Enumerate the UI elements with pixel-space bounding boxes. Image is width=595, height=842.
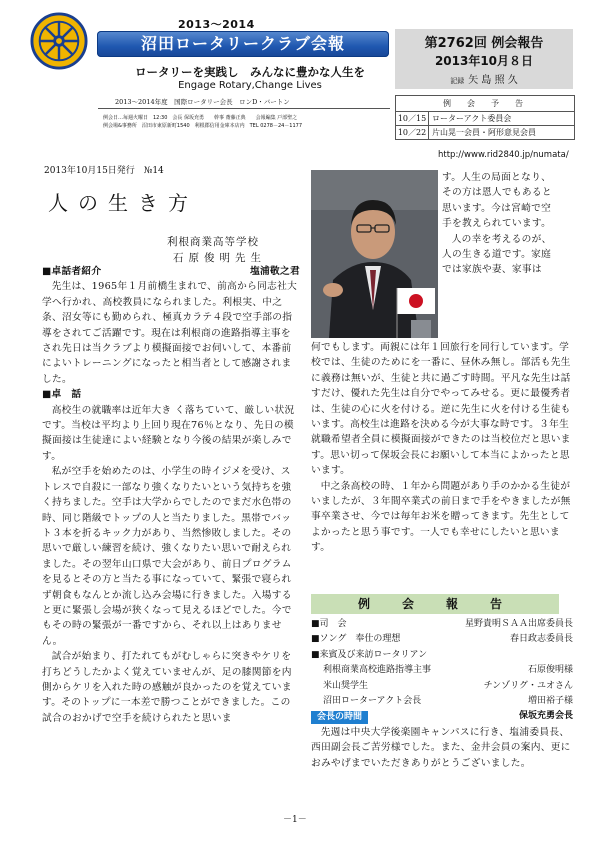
president-time-heading bbox=[311, 709, 573, 724]
continued-paragraph: す。人生の局面となり、その方は恩人でもあると思います。今は宮崎で空手を教えられています。 bbox=[442, 172, 552, 230]
website-link[interactable]: http://www.rid2840.jp/numata/ bbox=[438, 150, 569, 160]
article-body-right bbox=[311, 340, 571, 556]
schedule-row bbox=[396, 112, 574, 126]
report-number: 第2762回 例会報告 bbox=[424, 36, 544, 51]
guest-role: 米山奨学生 bbox=[323, 680, 369, 691]
intro-author: 塩浦敬之君 bbox=[250, 266, 300, 277]
meeting-row bbox=[311, 648, 573, 663]
recorder bbox=[395, 71, 573, 86]
slogan-english: Engage Rotary,Change Lives bbox=[178, 80, 322, 91]
guest-name: 石原俊明様 bbox=[527, 665, 573, 676]
article-body-left bbox=[42, 264, 300, 726]
term-years: 2013～2014 bbox=[178, 18, 255, 31]
recorder-label: 記録 bbox=[450, 77, 465, 85]
rotary-wheel-icon bbox=[30, 12, 88, 70]
article-body-right-narrow bbox=[442, 170, 557, 278]
talk-paragraph-3: 試合が始まり、打たれてもがむしゃらに突きやケリを打ちどうしたかよく覚えていませんが、足の膝関節を内側からケリを入れた時の感触が良かったのを覚えています。そのトップに一本差で勝つことができました。この試合のおかげで空手を続けられたと思いま bbox=[42, 651, 292, 724]
slogan-japanese: ロータリーを実践し みんなに豊かな人生を bbox=[135, 65, 365, 79]
talk-paragraph-5: 何でもします。両親には年１回旅行を同行しています。学校では、生徒のためにを一番に、昼休み無し。部活も先生に義務は無いが、生徒と共に過ごす時間。平凡な先生は話すだけ、優れた先生は自分でやってみせる。更に最優秀者は、生徒の心に火を付ける。逆に先生に火を付ける生徒もいます。高校生は進路を決める今が大事な時です。３年生就職希望者全員に模擬面接ができたのは当校位だと思います。思い切って保坂会長にお願いして本当によかったと思います。 bbox=[311, 342, 571, 477]
talk-heading-label: ■卓 話 bbox=[42, 389, 82, 401]
talk-paragraph-2: 私が空手を始めたのは、小学生の時イジメを受け、ストレスで自殺に一部なり強くなりたいという気持ちを強く持ちました。空手は大学からでしたのでまだ水色帯の時、同じ階級でトップの人と当たりました。黒帯でバット３本を折るキック力があり、当然惨敗しました。その思いで厳しい練習を続け、強くなりたい思いで耐えられました。その翌年山口県で大会があり、前日プログラムを見るとその方と当たる事になっていて、緊張で寝られず朝食もなんとか流し込み会場に行きました。入場すると更に緊張し会場が狭くなって見えるほどでした。今でもその時の緊張が一番ですから、それ以上はありません。 bbox=[42, 466, 292, 647]
office-info: 例会場&事務所 沼田市東原新町1540 利根郡信用金庫本店内 TEL 0278－24－1177 bbox=[103, 123, 303, 129]
schedule-row bbox=[396, 126, 574, 139]
guest-row bbox=[311, 663, 573, 678]
issue-line: 2013年10月15日発行 №14 bbox=[44, 166, 164, 176]
talk-heading bbox=[42, 387, 300, 402]
talk-paragraph-4: 人の幸を考えるのが、人の生きる道です。家庭では家族や妻、家事は bbox=[442, 233, 552, 276]
guest-row bbox=[311, 694, 573, 709]
schedule-event: ローターアクト委員会 bbox=[432, 114, 512, 123]
speaker-photo bbox=[311, 170, 438, 338]
president-name: 保坂充勇会長 bbox=[518, 711, 573, 722]
schedule-date: 10／22 bbox=[396, 126, 429, 139]
guest-role: 沼田ローターアクト会長 bbox=[323, 696, 422, 707]
intro-paragraph: 先生は、1965年１月前橋生まれで、前高から同志社大学へ行かれ、高校教員になられました。利根実、中之条、沼女等にも勤められ、極真カラテ４段で空手部の指導をされてご活躍です。現在は利根商の進路指導主事をされ先日は当クラブより模擬面接でお伺いして、本番前によいトレーニングになったと相当者として感謝されました。 bbox=[42, 281, 298, 385]
meeting-row-label: ■ソング 奉仕の理想 bbox=[311, 634, 401, 645]
meeting-row-label: ■来賓及び来訪ロータリアン bbox=[311, 649, 428, 660]
schedule-title: 例 会 予 告 bbox=[396, 96, 574, 112]
meeting-report-title: 例 会 報 告 bbox=[311, 594, 559, 614]
divider bbox=[98, 108, 390, 109]
speaker-school: 利根商業高等学校 bbox=[167, 236, 259, 248]
meeting-row bbox=[311, 632, 573, 647]
schedule-event: 片山晃一会員・阿形意見会員 bbox=[432, 128, 536, 137]
guest-name: チンゾリグ・ユオさん bbox=[483, 680, 573, 691]
meeting-row bbox=[311, 617, 573, 632]
president-line: 2013～2014年度 国際ロータリー会長 ロンD・バートン bbox=[115, 98, 290, 106]
meeting-row-value: 星野貴明ＳＡＡ出席委員長 bbox=[464, 619, 573, 629]
intro-heading-label: ■卓話者紹介 bbox=[42, 266, 102, 277]
talk-paragraph-6: 中之条高校の時、１年から問題があり手のかかる生徒がいましたが、３年間卒業式の前日まで手をやきましたが無事卒業させ、今では毎年お米を贈ってきます。先生としてよかったと思う事です。一人でも幸せにしたいと思います。 bbox=[311, 480, 571, 554]
guest-role: 利根商業高校進路指導主事 bbox=[323, 665, 432, 676]
guest-row bbox=[311, 679, 573, 694]
report-date: 2013年10月８日 bbox=[434, 54, 534, 68]
report-info-box bbox=[395, 29, 573, 89]
schedule-date: 10／15 bbox=[396, 112, 429, 125]
meeting-row-label: ■司 会 bbox=[311, 619, 347, 629]
president-time-text: 先週は中央大学後楽園キャンパスに行き、塩浦委員長、西田副会長ご苦労様でした。また、金井会員の案内、更におみやげまでいただきありがとうございました。 bbox=[311, 726, 571, 769]
meeting-row-value: 春日政志委員長 bbox=[509, 634, 573, 645]
talk-paragraph-1: 高校生の就職率は近年大き く落ちていて、厳しい状況です。当校は平均より上回り現在76％となり、先日の模擬面接は生徒達によい経験となり今後の結果が楽しみです。 bbox=[42, 404, 295, 462]
recorder-name: 矢 島 照 久 bbox=[468, 75, 518, 86]
president-time-label: 会長の時間 bbox=[311, 711, 368, 724]
club-name-banner: 沼田ロータリークラブ会報 bbox=[97, 31, 389, 57]
speaker-name: 石原俊明先生 bbox=[173, 252, 266, 264]
schedule-table bbox=[395, 95, 575, 140]
page-number: －1－ bbox=[283, 815, 307, 825]
article-title: 人の生き方 bbox=[48, 191, 198, 215]
intro-heading bbox=[42, 264, 300, 279]
guest-name: 増田裕子様 bbox=[527, 696, 573, 707]
meeting-report-list bbox=[311, 617, 573, 771]
meeting-info: 例会日…毎週火曜日 12:30 会長 保坂充勇 幹事 齋藤正典 会報編集 戸部聖之 bbox=[103, 115, 298, 121]
